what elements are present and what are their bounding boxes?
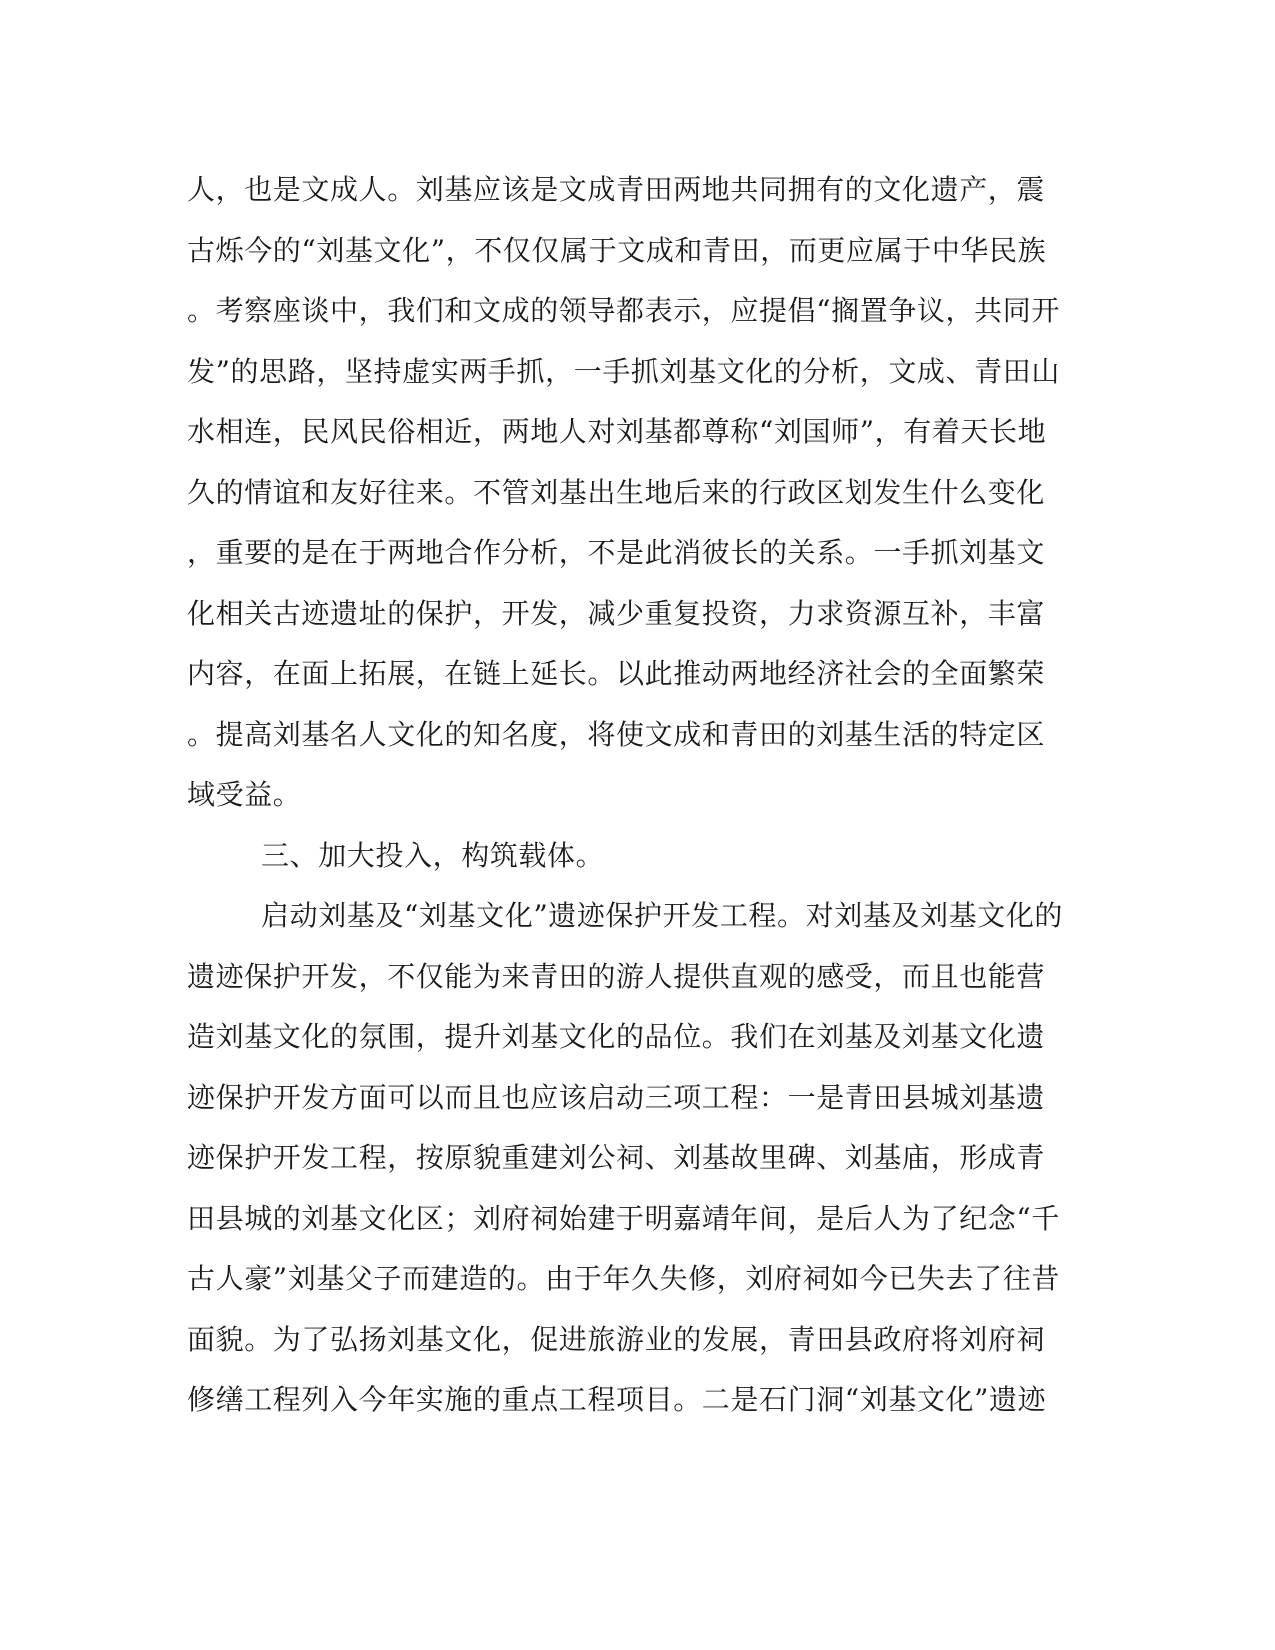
text-line: 面貌。为了弘扬刘基文化，促进旅游业的发展，青田县政府将刘府祠 xyxy=(187,1322,1046,1356)
text-line: ，重要的是在于两地合作分析，不是此消彼长的关系。一手抓刘基文 xyxy=(187,536,1046,569)
text-line: 发”的思路，坚持虚实两手抓，一手抓刘基文化的分析，文成、青田山 xyxy=(187,354,1060,388)
text-line: 人，也是文成人。刘基应该是文成青田两地共同拥有的文化遗产，震 xyxy=(187,173,1046,206)
text-line: 修缮工程列入今年实施的重点工程项目。二是石门洞“刘基文化”遗迹 xyxy=(187,1383,1047,1416)
text-line: 化相关古迹遗址的保护，开发，减少重复投资，力求资源互补，丰富 xyxy=(187,596,1046,630)
section-heading: 三、加大投入，构筑载体。 xyxy=(261,838,605,872)
text-line: 迹保护开发方面可以而且也应该启动三项工程：一是青田县城刘基遗 xyxy=(187,1080,1046,1114)
text-line: 启动刘基及“刘基文化”遗迹保护开发工程。对刘基及刘基文化的 xyxy=(261,899,1064,932)
text-line: 古烁今的“刘基文化”，不仅仅属于文成和青田，而更应属于中华民族 xyxy=(187,233,1047,267)
text-line: 迹保护开发工程，按原貌重建刘公祠、刘基故里碑、刘基庙，形成青 xyxy=(187,1141,1046,1174)
text-line: 。提高刘基名人文化的知名度，将使文成和青田的刘基生活的特定区 xyxy=(187,717,1046,751)
text-line: 久的情谊和友好往来。不管刘基出生地后来的行政区划发生什么变化 xyxy=(187,475,1046,509)
text-line: 造刘基文化的氛围，提升刘基文化的品位。我们在刘基及刘基文化遗 xyxy=(187,1020,1046,1053)
text-line: 水相连，民风民俗相近，两地人对刘基都尊称“刘国师”，有着天长地 xyxy=(187,415,1047,448)
text-line: 内容，在面上拓展，在链上延长。以此推动两地经济社会的全面繁荣 xyxy=(187,657,1046,690)
text-line: 古人豪”刘基父子而建造的。由于年久失修，刘府祠如今已失去了往昔 xyxy=(187,1262,1060,1295)
text-line: 田县城的刘基文化区；刘府祠始建于明嘉靖年间，是后人为了纪念“千 xyxy=(187,1201,1060,1235)
body-text xyxy=(187,160,1067,1431)
text-line: 遗迹保护开发，不仅能为来青田的游人提供直观的感受，而且也能营 xyxy=(187,959,1046,993)
text-line: 域受益。 xyxy=(187,778,302,811)
text-line: 。考察座谈中，我们和文成的领导都表示，应提倡“搁置争议，共同开 xyxy=(187,294,1060,327)
